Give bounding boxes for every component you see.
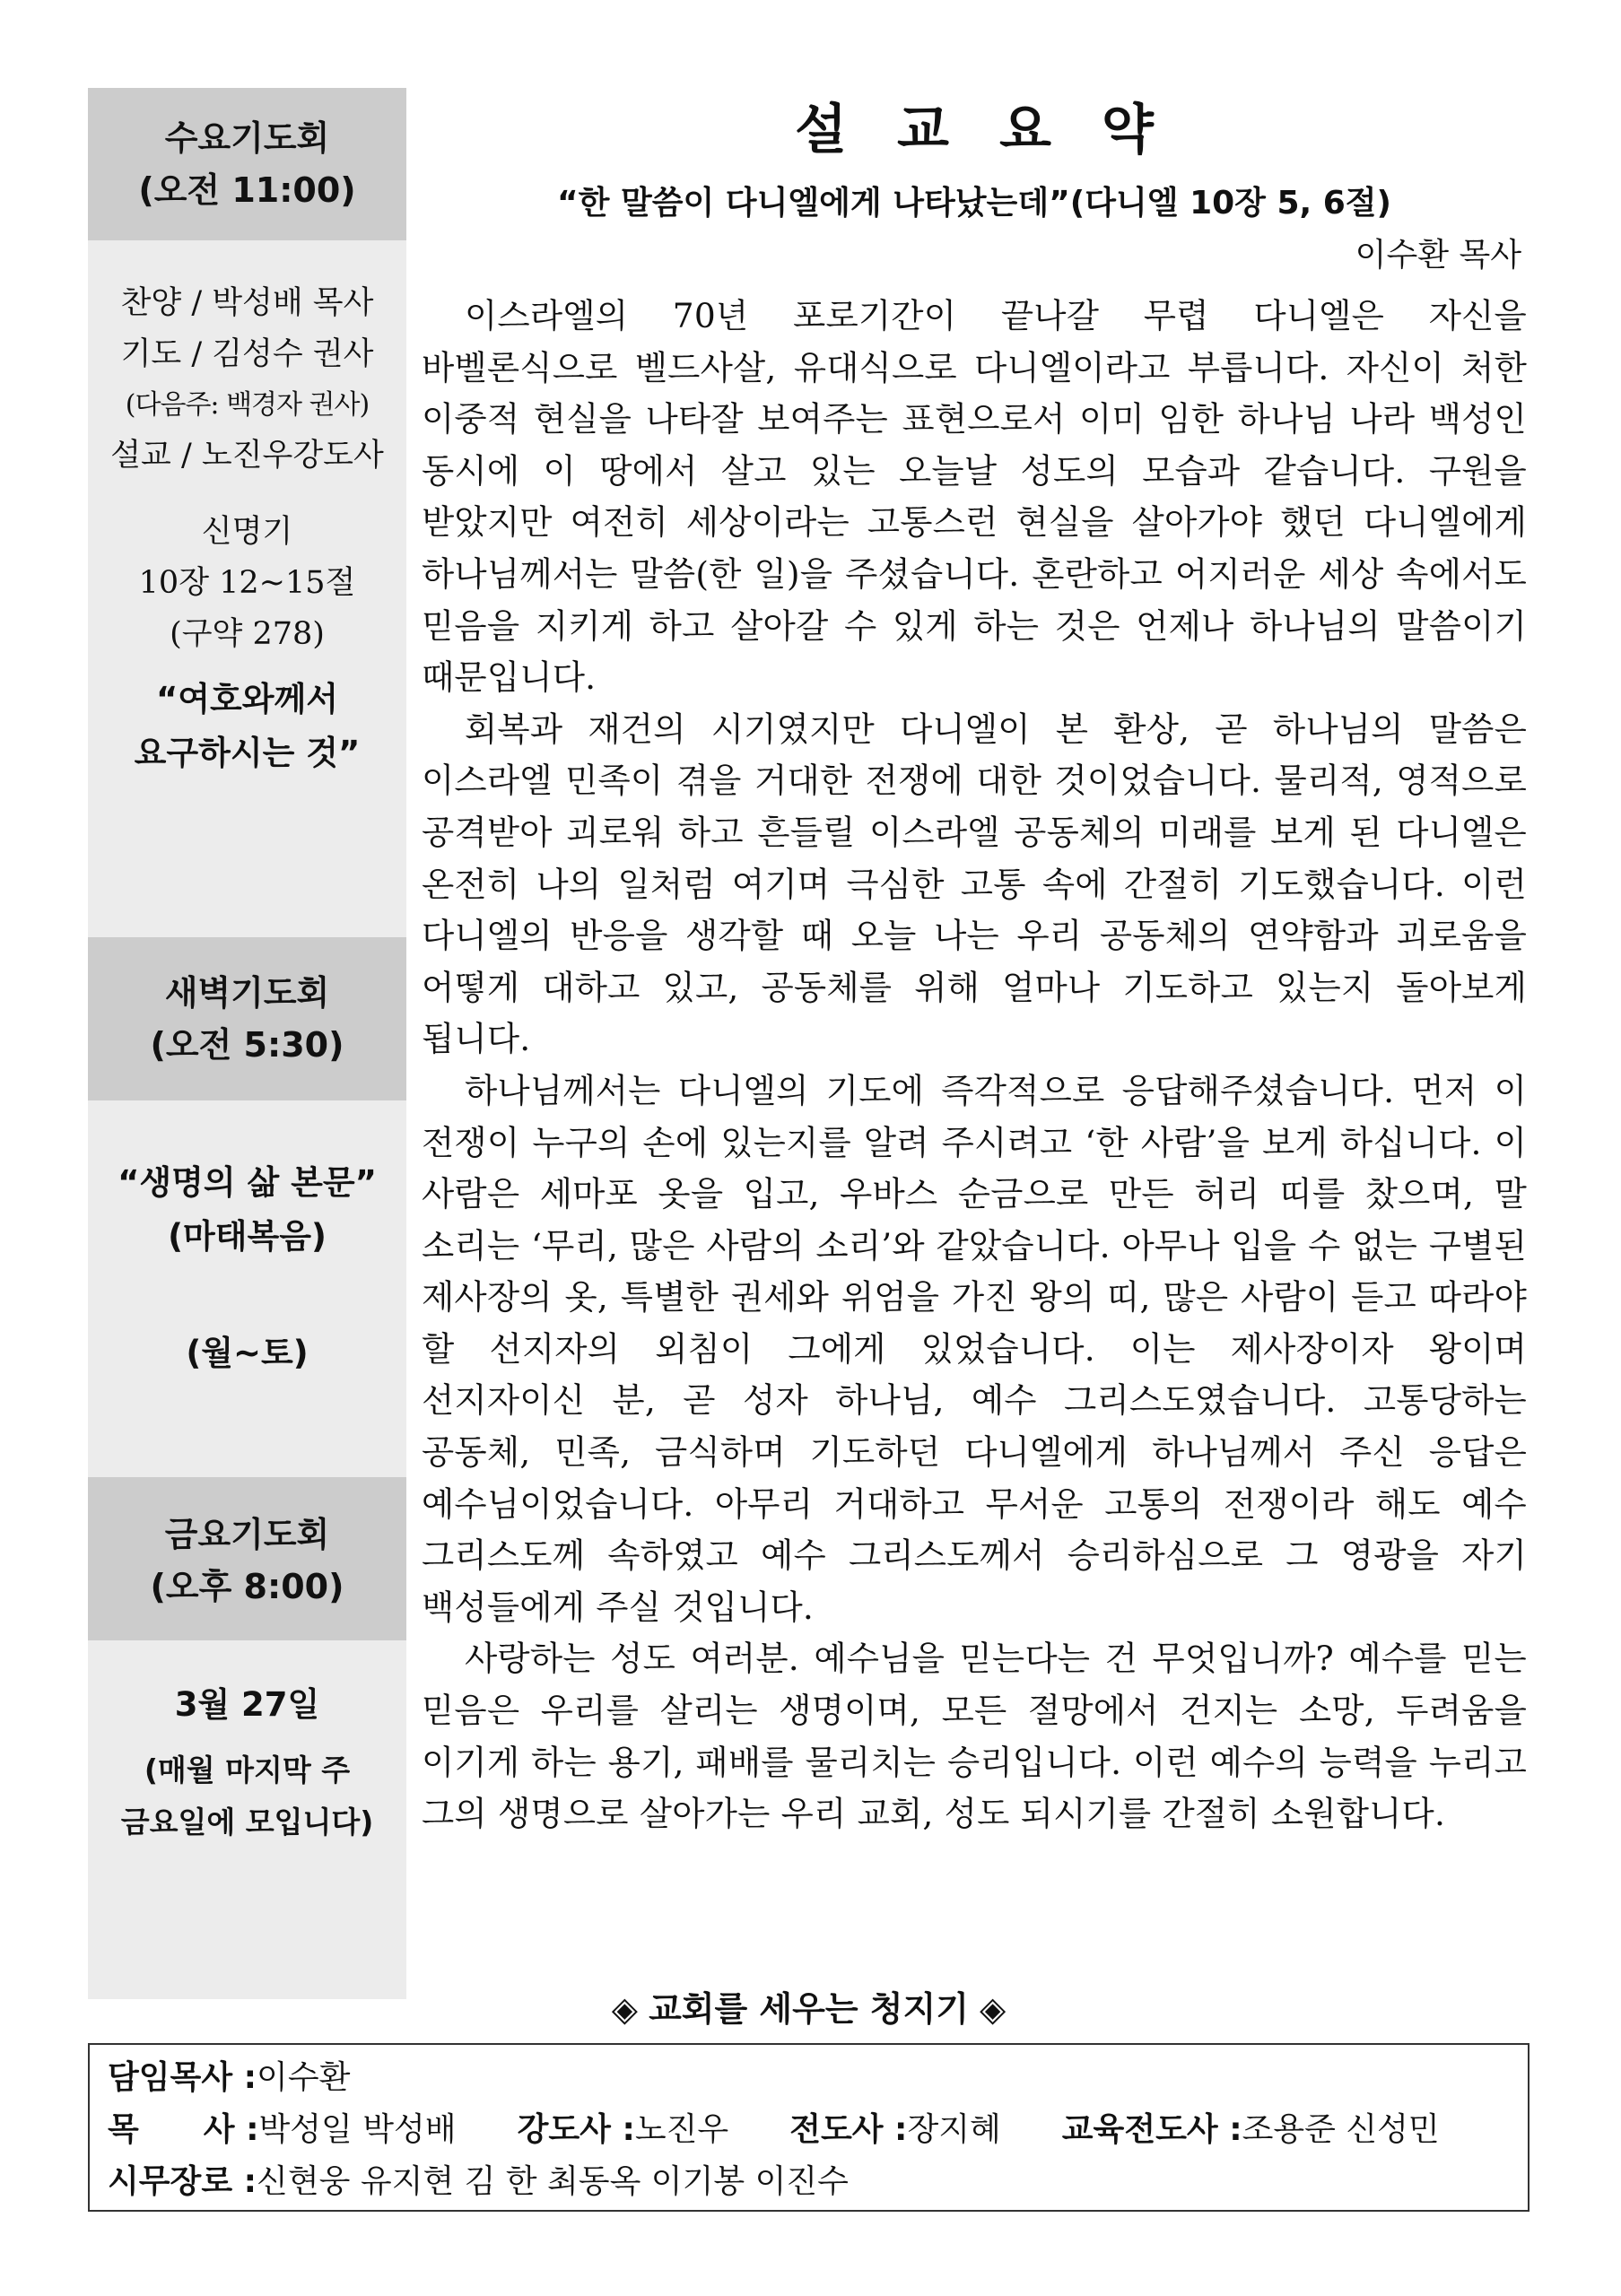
wednesday-service-title: 수요기도회 — [164, 118, 330, 158]
friday-service-header — [88, 1477, 406, 1640]
staff-box — [88, 2043, 1529, 2212]
staff-heading-text: 교회를 세우는 청지기 — [649, 1989, 969, 2029]
scripture-page: (구약 278) — [170, 616, 325, 652]
pastor-names: 박성일 박성배 — [258, 2111, 457, 2148]
evangelist-name: 장지혜 — [907, 2111, 1001, 2148]
dawn-service-time: (오전 5:30) — [150, 1025, 344, 1065]
elders-label: 시무장로 : — [108, 2163, 257, 2200]
prayer-leader: 기도 / 김성수 권사 — [120, 336, 374, 372]
senior-pastor-label: 담임목사 : — [108, 2059, 257, 2096]
dawn-days: (월~토) — [186, 1334, 309, 1372]
wednesday-service-time: (오전 11:00) — [138, 170, 356, 210]
dawn-service-detail — [88, 1100, 406, 1477]
preacher-name: 노진우 — [634, 2111, 729, 2148]
edu-evangelist-names: 조용준 신성민 — [1242, 2111, 1440, 2148]
pastor-label: 목 사 : — [108, 2111, 259, 2148]
friday-service-title: 금요기도회 — [164, 1515, 330, 1554]
hymn-leader: 찬양 / 박성배 목사 — [120, 285, 374, 321]
staff-row-ministers — [108, 2104, 1528, 2156]
edu-evangelist-label: 교육전도사 : — [1061, 2111, 1242, 2148]
friday-service-detail — [88, 1640, 406, 1999]
scripture-book: 신명기 — [201, 514, 293, 550]
sermon-paragraph-2: 회복과 재건의 시기였지만 다니엘이 본 환상, 곧 하나님의 말씀은 이스라엘 민족이 겪을 거대한 전쟁에 대한 것이었습니다. 물리적, 영적으로 공격받아 괴로워 하고 흔들릴 이스라엘 공동체의 미래를 보게 된 다니엘은 온전히 나의 일처럼 여기며 극심한 고통 속에 간절히 기도했습니다. 이런 다니엘의 반응을 생각할 때 오늘 나는 우리 공동체의 연약함과 괴로움을 어떻게 대하고 있고, 공동체를 위해 얼마나 기도하고 있는지 돌아보게 됩니다. — [422, 709, 1527, 1059]
dawn-text-title: “생명의 삶 본문” — [118, 1163, 377, 1202]
sidebar — [88, 88, 406, 1999]
wednesday-service-header — [88, 88, 406, 240]
diamond-icon: ◈ — [980, 1989, 1007, 2029]
friday-note-2: 금요일에 모입니다) — [120, 1805, 374, 1839]
next-week-prayer: (다음주: 백경자 권사) — [125, 389, 370, 421]
staff-row-elders — [108, 2156, 1528, 2208]
dawn-service-title: 새벽기도회 — [164, 973, 330, 1013]
wednesday-sermon-title-2: 요구하시는 것” — [134, 734, 361, 772]
scripture-verses: 10장 12~15절 — [138, 565, 356, 601]
sermon-preacher: 설교 / 노진우강도사 — [110, 438, 384, 474]
wednesday-service-detail — [88, 240, 406, 937]
dawn-service-header — [88, 937, 406, 1100]
staff-heading — [88, 1982, 1529, 2036]
dawn-text-book: (마태복음) — [168, 1217, 327, 1256]
sermon-paragraph-4: 사랑하는 성도 여러분. 예수님을 믿는다는 건 무엇입니까? 예수를 믿는 믿음은 우리를 살리는 생명이며, 모든 절망에서 건지는 소망, 두려움을 이기게 하는 용기, 패배를 물리치는 승리입니다. 이런 예수의 능력을 누리고 그의 생명으로 살아가는 우리 교회, 성도 되시기를 간절히 소원합니다. — [422, 1639, 1527, 1834]
diamond-icon: ◈ — [611, 1989, 638, 2029]
evangelist-label: 전도사 : — [789, 2111, 908, 2148]
preacher-label: 강도사 : — [517, 2111, 635, 2148]
sermon-heading: 설교요약 — [795, 99, 1204, 161]
staff-row-senior — [108, 2052, 1528, 2104]
friday-date: 3월 27일 — [174, 1685, 320, 1724]
sermon-summary — [422, 90, 1527, 1840]
friday-service-time: (오후 8:00) — [150, 1567, 344, 1606]
sermon-body — [422, 291, 1527, 1840]
sermon-subtitle: “한 말씀이 다니엘에게 나타났는데”(다니엘 10장 5, 6절) — [556, 185, 1392, 222]
wednesday-sermon-title: “여호와께서 — [155, 680, 339, 718]
sermon-author: 이수환 목사 — [1355, 237, 1521, 274]
senior-pastor-name: 이수환 — [257, 2059, 351, 2096]
elders-names: 신현웅 유지현 김 한 최동옥 이기봉 이진수 — [257, 2163, 849, 2200]
friday-note-1: (매월 마지막 주 — [144, 1752, 351, 1787]
sermon-paragraph-3: 하나님께서는 다니엘의 기도에 즉각적으로 응답해주셨습니다. 먼저 이 전쟁이 누구의 손에 있는지를 알려 주시려고 ‘한 사람’을 보게 하십니다. 이 사람은 세마포 옷을 입고, 우바스 순금으로 만든 허리 띠를 찼으며, 말 소리는 ‘무리, 많은 사람의 소리’와 같았습니다. 아무나 입을 수 없는 구별된 제사장의 옷, 특별한 권세와 위엄을 가진 왕의 띠, 많은 사람이 듣고 따라야 할 선지자의 외침이 그에게 있었습니다. 이는 제사장이자 왕이며 선지자이신 분, 곧 성자 하나님, 예수 그리스도였습니다. 고통당하는 공동체, 민족, 금식하며 기도하던 다니엘에게 하나님께서 주신 응답은 예수님이었습니다. 아무리 거대하고 무서운 고통의 전쟁이라 해도 예수 그리스도께 속하였고 예수 그리스도께서 승리하심으로 그 영광을 자기 백성들에게 주실 것입니다. — [422, 1070, 1527, 1627]
sermon-paragraph-1: 이스라엘의 70년 포로기간이 끝나갈 무렵 다니엘은 자신을 바벨론식으로 벨드사살, 유대식으로 다니엘이라고 부릅니다. 자신이 처한 이중적 현실을 나타잘 보여주는 표현으로서 이미 임한 하나님 나라 백성인 동시에 이 땅에서 살고 있는 오늘날 성도의 모습과 같습니다. 구원을 받았지만 여전히 세상이라는 고통스런 현실을 살아가야 했던 다니엘에게 하나님께서는 말씀(한 일)을 주셨습니다. 혼란하고 어지러운 세상 속에서도 믿음을 지키게 하고 살아갈 수 있게 하는 것은 언제나 하나님의 말씀이기 때문입니다. — [422, 296, 1527, 698]
